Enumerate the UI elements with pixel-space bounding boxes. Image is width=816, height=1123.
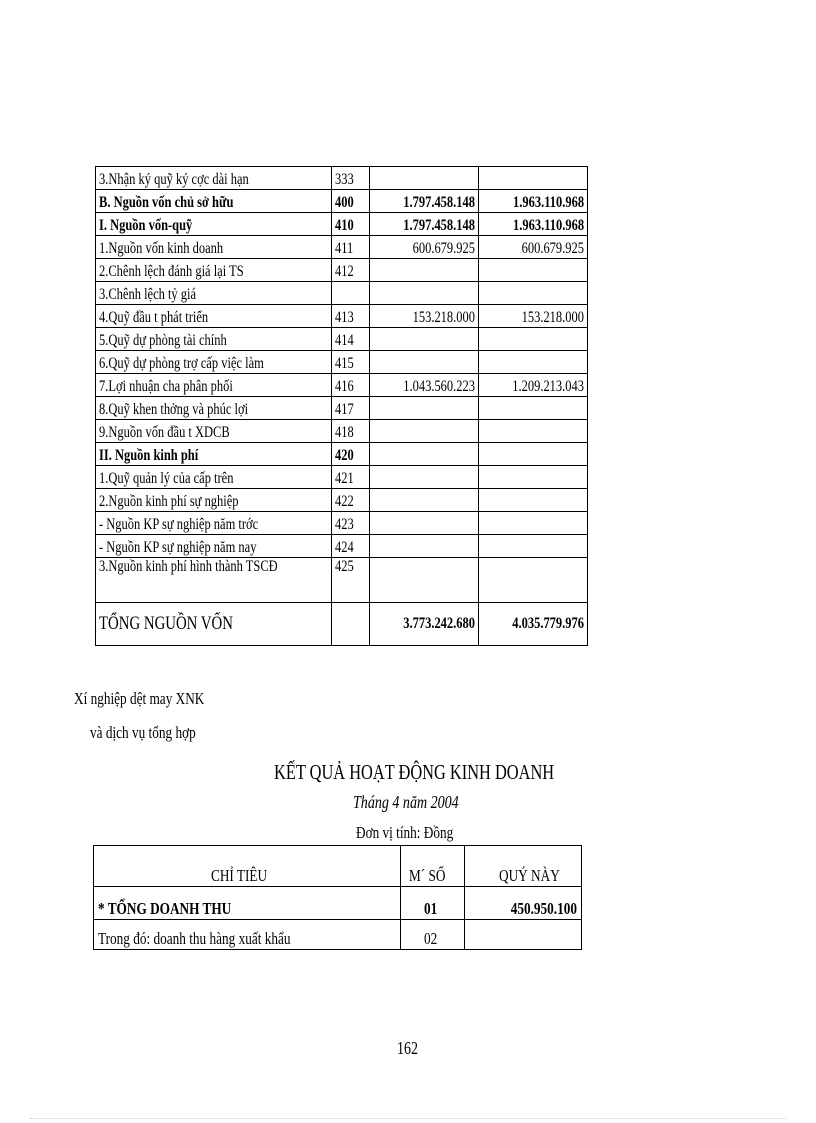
row-end-balance xyxy=(479,328,588,351)
results-table xyxy=(93,845,582,950)
row-end-balance xyxy=(479,512,588,535)
report-unit: Đơn vị tính: Đồng xyxy=(356,823,454,842)
row-code: 425 xyxy=(332,558,370,603)
total-code xyxy=(332,603,370,646)
row-code: 417 xyxy=(332,397,370,420)
row-label: 1.Quỹ quản lý của cấp trên xyxy=(96,466,332,489)
row-end-balance xyxy=(479,167,588,190)
page-number: 162 xyxy=(397,1038,419,1058)
row-label: Trong đó: doanh thu hàng xuất khẩu xyxy=(94,920,401,950)
row-code: 333 xyxy=(332,167,370,190)
row-label: 1.Nguồn vốn kinh doanh xyxy=(96,236,332,259)
row-label: * TỔNG DOANH THU xyxy=(94,887,401,920)
row-value xyxy=(465,920,582,950)
row-begin-balance xyxy=(370,420,479,443)
row-end-balance xyxy=(479,558,588,603)
table-row xyxy=(96,535,588,558)
row-label: 8.Quỹ khen thởng và phúc lợi xyxy=(96,397,332,420)
row-label: 7.Lợi nhuận cha phân phối xyxy=(96,374,332,397)
table-row xyxy=(96,558,588,603)
row-begin-balance xyxy=(370,259,479,282)
row-begin-balance xyxy=(370,558,479,603)
row-begin-balance: 153.218.000 xyxy=(370,305,479,328)
row-begin-balance xyxy=(370,282,479,305)
table-row xyxy=(96,351,588,374)
row-label: 9.Nguồn vốn đầu t XDCB xyxy=(96,420,332,443)
row-label: 2.Chênh lệch đánh giá lại TS xyxy=(96,259,332,282)
row-code: 423 xyxy=(332,512,370,535)
row-begin-balance xyxy=(370,397,479,420)
row-begin-balance xyxy=(370,466,479,489)
row-end-balance xyxy=(479,466,588,489)
row-end-balance xyxy=(479,443,588,466)
row-value: 450.950.100 xyxy=(465,887,582,920)
row-end-balance xyxy=(479,351,588,374)
row-code: 01 xyxy=(401,887,465,920)
row-begin-balance: 600.679.925 xyxy=(370,236,479,259)
company-name-line1: Xí nghiệp dệt may XNK xyxy=(74,689,205,708)
row-label: 3.Nguồn kinh phí hình thành TSCĐ xyxy=(96,558,332,603)
table-row xyxy=(96,167,588,190)
table-row xyxy=(96,282,588,305)
row-label: 4.Quỹ đầu t phát triển xyxy=(96,305,332,328)
table-row xyxy=(94,920,582,950)
row-end-balance: 1.963.110.968 xyxy=(479,190,588,213)
table-row xyxy=(96,397,588,420)
balance-sheet-table xyxy=(95,166,588,646)
row-begin-balance xyxy=(370,351,479,374)
row-label: 5.Quỹ dự phòng tài chính xyxy=(96,328,332,351)
row-code: 421 xyxy=(332,466,370,489)
company-name-line2: và dịch vụ tổng hợp xyxy=(90,723,196,742)
table-row xyxy=(94,887,582,920)
total-row xyxy=(96,603,588,646)
table-row xyxy=(96,489,588,512)
table-row xyxy=(96,328,588,351)
row-code: 418 xyxy=(332,420,370,443)
row-end-balance xyxy=(479,535,588,558)
table-row xyxy=(96,420,588,443)
row-begin-balance xyxy=(370,328,479,351)
row-label: I. Nguồn vốn-quỹ xyxy=(96,213,332,236)
row-end-balance xyxy=(479,259,588,282)
row-code: 400 xyxy=(332,190,370,213)
row-code: 420 xyxy=(332,443,370,466)
header-indicator: CHỈ TIÊU xyxy=(94,846,401,887)
table-row xyxy=(96,236,588,259)
row-label: II. Nguồn kinh phí xyxy=(96,443,332,466)
row-begin-balance xyxy=(370,512,479,535)
row-end-balance: 153.218.000 xyxy=(479,305,588,328)
total-label: TỔNG NGUỒN VỐN xyxy=(96,603,332,646)
row-label: - Nguồn KP sự nghiệp năm trớc xyxy=(96,512,332,535)
row-label: B. Nguồn vốn chủ sở hữu xyxy=(96,190,332,213)
total-end: 4.035.779.976 xyxy=(479,603,588,646)
row-begin-balance xyxy=(370,443,479,466)
row-label: 3.Nhận ký quỹ ký cợc dài hạn xyxy=(96,167,332,190)
row-code: 424 xyxy=(332,535,370,558)
table-row xyxy=(96,305,588,328)
row-code: 412 xyxy=(332,259,370,282)
row-code: 415 xyxy=(332,351,370,374)
table-row xyxy=(96,190,588,213)
row-code: 414 xyxy=(332,328,370,351)
row-label: 2.Nguồn kinh phí sự nghiệp xyxy=(96,489,332,512)
row-end-balance: 1.963.110.968 xyxy=(479,213,588,236)
row-code: 410 xyxy=(332,213,370,236)
row-label: - Nguồn KP sự nghiệp năm nay xyxy=(96,535,332,558)
row-end-balance xyxy=(479,397,588,420)
row-label: 6.Quỹ dự phòng trợ cấp việc làm xyxy=(96,351,332,374)
row-end-balance xyxy=(479,420,588,443)
row-end-balance xyxy=(479,489,588,512)
table-row xyxy=(96,213,588,236)
row-end-balance xyxy=(479,282,588,305)
row-begin-balance xyxy=(370,167,479,190)
row-label: 3.Chênh lệch tỷ giá xyxy=(96,282,332,305)
table-row xyxy=(96,512,588,535)
table-row xyxy=(96,374,588,397)
report-subtitle: Tháng 4 năm 2004 xyxy=(353,792,459,812)
total-begin: 3.773.242.680 xyxy=(370,603,479,646)
row-code xyxy=(332,282,370,305)
row-code: 02 xyxy=(401,920,465,950)
row-code: 422 xyxy=(332,489,370,512)
header-this-quarter: QUÝ NÀY xyxy=(465,846,582,887)
table-row xyxy=(96,466,588,489)
report-title: KẾT QUẢ HOẠT ĐỘNG KINH DOANH xyxy=(274,760,555,784)
row-end-balance: 600.679.925 xyxy=(479,236,588,259)
results-header-row xyxy=(94,846,582,887)
row-begin-balance xyxy=(370,489,479,512)
footer-divider xyxy=(30,1118,786,1119)
header-code: M´ SỐ xyxy=(401,846,465,887)
row-begin-balance: 1.797.458.148 xyxy=(370,190,479,213)
row-end-balance: 1.209.213.043 xyxy=(479,374,588,397)
row-code: 416 xyxy=(332,374,370,397)
row-begin-balance: 1.797.458.148 xyxy=(370,213,479,236)
row-code: 411 xyxy=(332,236,370,259)
table-row xyxy=(96,443,588,466)
row-code: 413 xyxy=(332,305,370,328)
row-begin-balance: 1.043.560.223 xyxy=(370,374,479,397)
table-row xyxy=(96,259,588,282)
row-begin-balance xyxy=(370,535,479,558)
